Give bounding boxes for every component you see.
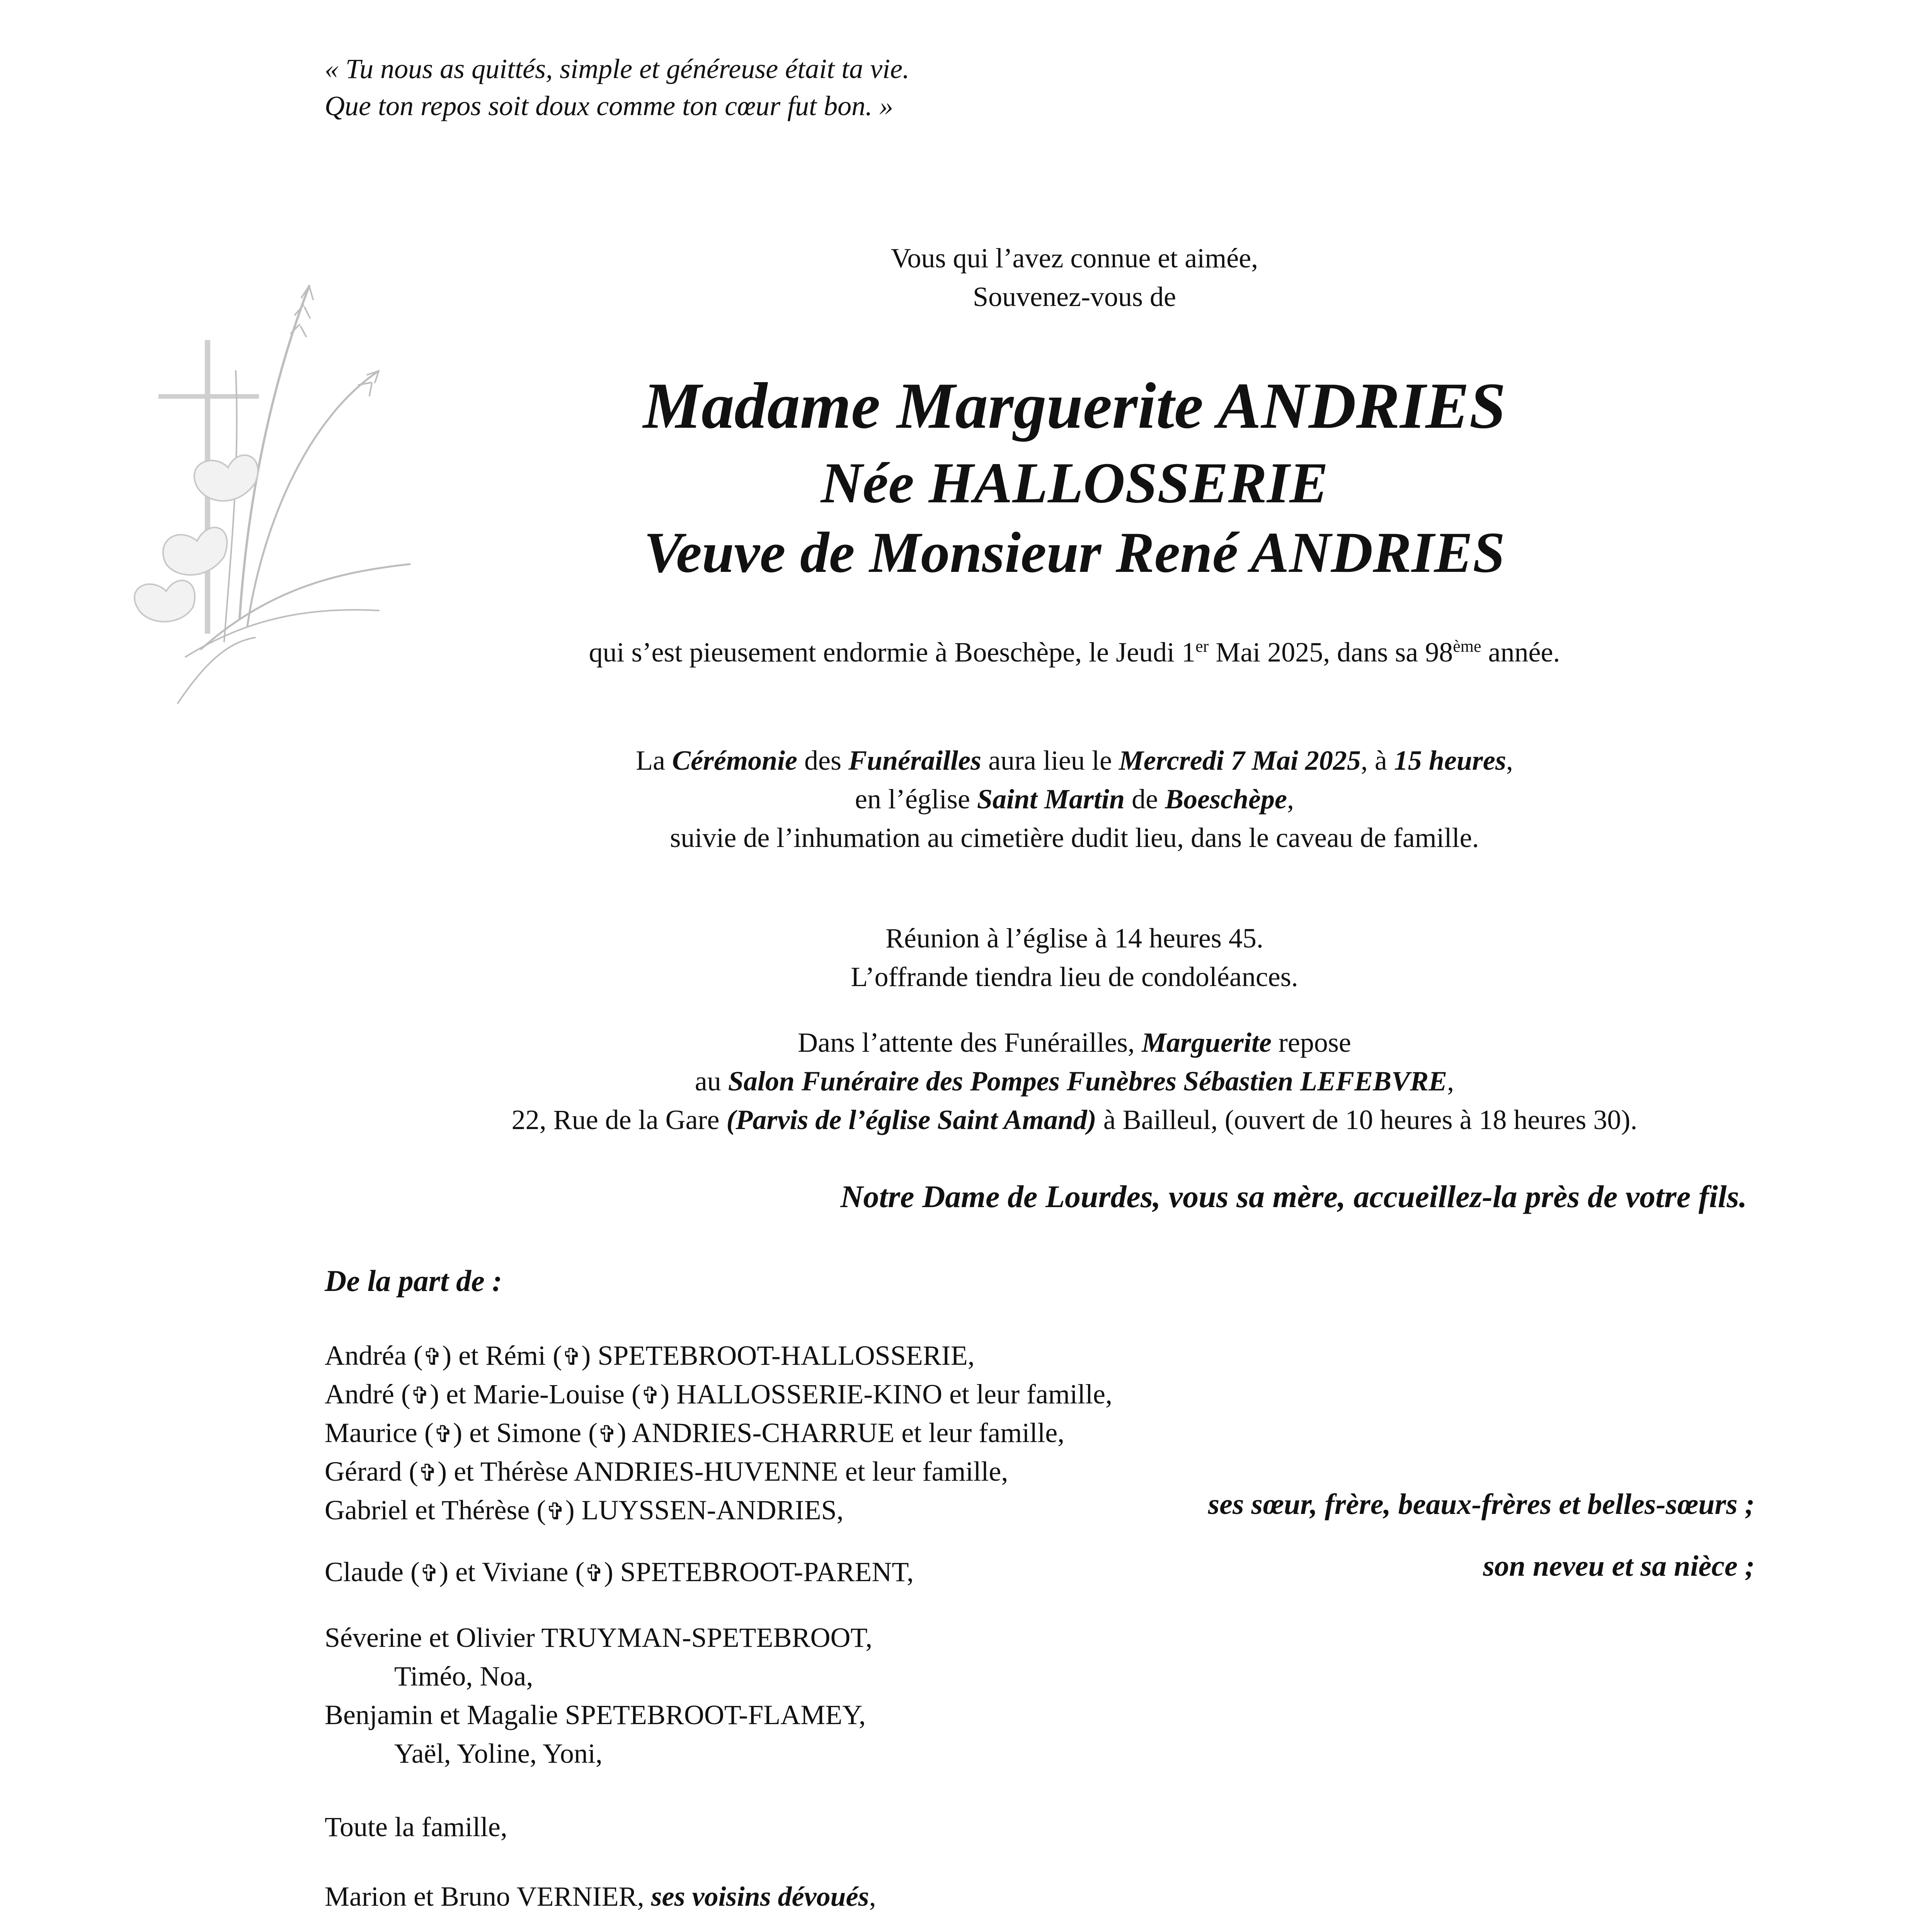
family-row-2: André (✞) et Marie-Louise (✞) HALLOSSERIE-KINO et leur famille, xyxy=(325,1379,1112,1410)
epigraph-line-1: « Tu nous as quittés, simple et généreuse était ta vie. xyxy=(325,53,910,84)
repose-line-3: 22, Rue de la Gare (Parvis de l’église Saint Amand) à Bailleul, (ouvert de 10 heures à 18 heures 30). xyxy=(511,1104,1638,1135)
cross-icon: ✞ xyxy=(433,1422,453,1447)
family-row-9: Benjamin et Magalie SPETEBROOT-FLAMEY, xyxy=(325,1699,866,1730)
ceremony-line-1: La Cérémonie des Funérailles aura lieu le Mercredi 7 Mai 2025, à 15 heures, xyxy=(636,745,1513,776)
ceremony-line-3: suivie de l’inhumation au cimetière dudit lieu, dans le caveau de famille. xyxy=(670,822,1479,853)
family-row-3: Maurice (✞) et Simone (✞) ANDRIES-CHARRUE et leur famille, xyxy=(325,1417,1065,1448)
family-row-10: Yaël, Yoline, Yoni, xyxy=(394,1738,603,1769)
cross-icon: ✞ xyxy=(584,1561,604,1586)
cross-icon: ✞ xyxy=(418,1460,438,1486)
family-row-11: Toute la famille, xyxy=(325,1811,507,1842)
family-row-6: Claude (✞) et Viviane (✞) SPETEBROOT-PARENT, xyxy=(325,1556,914,1587)
widow-line: Veuve de Monsieur René ANDRIES xyxy=(644,520,1505,585)
from-label: De la part de : xyxy=(325,1264,502,1298)
cross-icon: ✞ xyxy=(640,1383,661,1408)
cross-icon: ✞ xyxy=(598,1422,617,1447)
intro-line-2: Souvenez-vous de xyxy=(973,281,1176,312)
maiden-name: Née HALLOSSERIE xyxy=(821,451,1328,515)
epigraph-line-2: Que ton repos soit doux comme ton cœur fut bon. » xyxy=(325,90,894,121)
reunion-line-2: L’offrande tiendra lieu de condoléances. xyxy=(851,961,1298,992)
intro-line-1: Vous qui l’avez connue et aimée, xyxy=(890,243,1258,274)
cross-icon: ✞ xyxy=(422,1344,443,1370)
reunion-line-1: Réunion à l’église à 14 heures 45. xyxy=(885,923,1263,954)
cross-lily-illustration xyxy=(108,270,417,773)
family-row-7: Séverine et Olivier TRUYMAN-SPETEBROOT, xyxy=(325,1622,873,1653)
cross-icon: ✞ xyxy=(562,1344,582,1370)
death-announcement: qui s’est pieusement endormie à Boeschèpe, le Jeudi 1er Mai 2025, dans sa 98ème année. xyxy=(589,637,1560,668)
family-row-5: Gabriel et Thérèse (✞) LUYSSEN-ANDRIES, xyxy=(325,1495,844,1526)
cross-icon: ✞ xyxy=(419,1561,439,1586)
cross-icon: ✞ xyxy=(410,1383,430,1408)
relation-nephew-niece: son neveu et sa nièce ; xyxy=(1483,1550,1755,1582)
family-row-4: Gérard (✞) et Thérèse ANDRIES-HUVENNE et leur famille, xyxy=(325,1456,1008,1487)
ceremony-line-2: en l’église Saint Martin de Boeschèpe, xyxy=(855,784,1294,815)
repose-line-2: au Salon Funéraire des Pompes Funèbres Sébastien LEFEBVRE, xyxy=(695,1066,1454,1097)
cross-icon: ✞ xyxy=(546,1499,565,1524)
deceased-name: Madame Marguerite ANDRIES xyxy=(643,369,1506,442)
prayer-line: Notre Dame de Lourdes, vous sa mère, accueillez-la près de votre fils. xyxy=(840,1179,1747,1214)
family-row-8: Timéo, Noa, xyxy=(394,1661,533,1692)
family-row-12: Marion et Bruno VERNIER, ses voisins dévoués, xyxy=(325,1881,876,1912)
repose-line-1: Dans l’attente des Funérailles, Marguerite repose xyxy=(798,1027,1351,1058)
family-row-1: Andréa (✞) et Rémi (✞) SPETEBROOT-HALLOSSERIE, xyxy=(325,1340,975,1371)
relation-siblings: ses sœur, frère, beaux-frères et belles-sœurs ; xyxy=(1208,1488,1755,1520)
